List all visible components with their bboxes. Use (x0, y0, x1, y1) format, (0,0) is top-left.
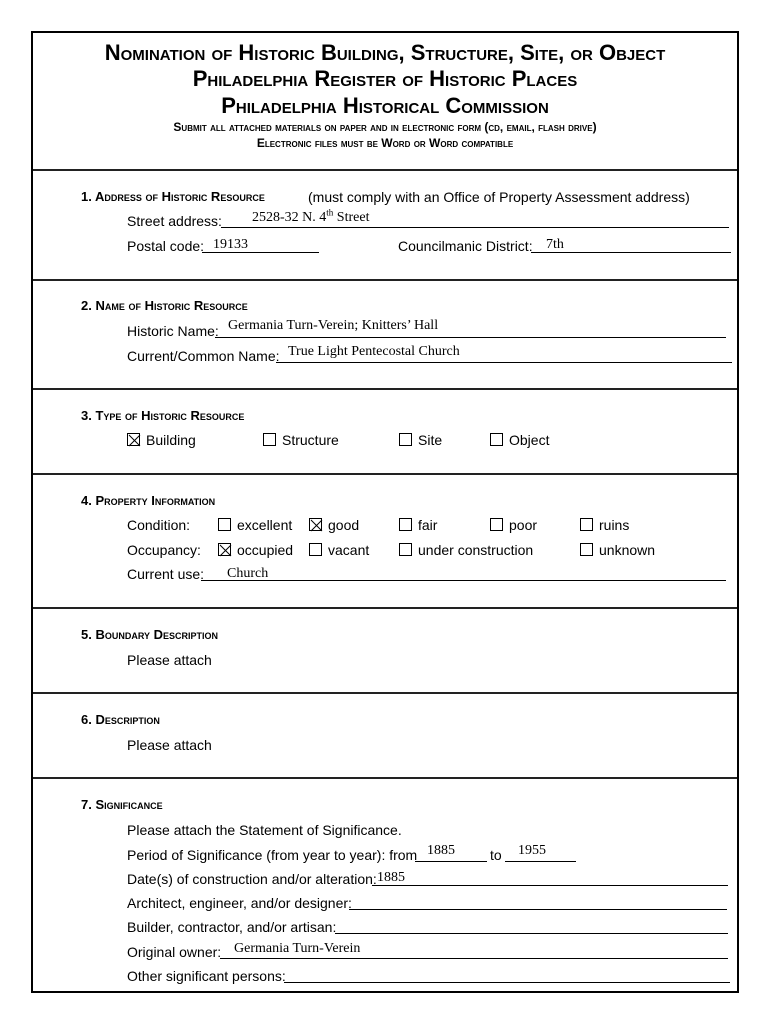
other-persons-line (284, 982, 730, 983)
current-use-line (201, 580, 726, 581)
original-owner-field[interactable]: Germania Turn-Verein (234, 941, 361, 956)
councilmanic-district-field[interactable]: 7th (546, 237, 564, 252)
section-divider (33, 692, 737, 694)
site-checkbox[interactable] (399, 433, 412, 446)
site-label: Site (418, 432, 443, 448)
historic-name-line (215, 337, 726, 338)
section-divider (33, 777, 737, 779)
construction-dates-field[interactable]: 1885 (377, 870, 405, 885)
councilmanic-district-label: Councilmanic District: (398, 238, 533, 254)
file-format-instruction: Electronic files must be Word or Word compatible (256, 136, 514, 150)
good-checkbox[interactable] (309, 518, 322, 531)
commission-title: Philadelphia Historical Commission (221, 93, 549, 118)
historic-name-label: Historic Name: (127, 323, 219, 339)
architect-line (349, 909, 727, 910)
period-to-field[interactable]: 1955 (518, 843, 546, 858)
street-address-field[interactable]: 2528-32 N. 4th Street (252, 207, 370, 225)
construction-dates-line (372, 885, 728, 886)
period-from-line (415, 861, 487, 862)
description-instruction: Please attach (127, 737, 212, 753)
common-name-field[interactable]: True Light Pentecostal Church (288, 344, 460, 359)
fair-label: fair (418, 517, 438, 533)
good-label: good (328, 517, 360, 533)
unknown-checkbox[interactable] (580, 543, 593, 556)
current-use-field[interactable]: Church (227, 566, 269, 581)
occupied-label: occupied (237, 542, 294, 558)
under-construction-checkbox[interactable] (399, 543, 412, 556)
unknown-label: unknown (599, 542, 656, 558)
section-divider (33, 279, 737, 281)
excellent-checkbox[interactable] (218, 518, 231, 531)
building-label: Building (146, 432, 196, 448)
section-divider (33, 607, 737, 609)
builder-line (335, 933, 728, 934)
builder-label: Builder, contractor, and/or artisan: (127, 919, 337, 935)
section-divider (33, 169, 737, 171)
section-divider (33, 473, 737, 475)
ruins-label: ruins (599, 517, 630, 533)
vacant-checkbox[interactable] (309, 543, 322, 556)
common-name-label: Current/Common Name: (127, 348, 280, 364)
condition-label: Condition: (127, 517, 191, 533)
original-owner-label: Original owner: (127, 944, 222, 960)
register-title: Philadelphia Register of Historic Places (192, 66, 578, 91)
historic-name-field[interactable]: Germania Turn-Verein; Knitters’ Hall (228, 318, 439, 333)
period-to-line (505, 861, 576, 862)
section-2-heading: 2. Name of Historic Resource (81, 298, 248, 313)
section-7-heading: 7. Significance (81, 797, 163, 812)
boundary-instruction: Please attach (127, 652, 212, 668)
postal-code-label: Postal code: (127, 238, 205, 254)
excellent-label: excellent (237, 517, 293, 533)
architect-label: Architect, engineer, and/or designer: (127, 895, 352, 911)
poor-label: poor (509, 517, 538, 533)
period-to-label: to (490, 847, 502, 863)
poor-checkbox[interactable] (490, 518, 503, 531)
form-title: Nomination of Historic Building, Structure, Site, or Object (104, 40, 666, 65)
common-name-line (276, 362, 732, 363)
section-3-heading: 3. Type of Historic Resource (81, 408, 245, 423)
structure-label: Structure (282, 432, 339, 448)
object-checkbox[interactable] (490, 433, 503, 446)
ruins-checkbox[interactable] (580, 518, 593, 531)
submission-instruction: Submit all attached materials on paper and in electronic form (cd, email, flash drive) (173, 120, 597, 134)
section-1-heading: 1. Address of Historic Resource (81, 189, 265, 204)
current-use-label: Current use: (127, 566, 205, 582)
fair-checkbox[interactable] (399, 518, 412, 531)
structure-checkbox[interactable] (263, 433, 276, 446)
period-label: Period of Significance (from year to year): from (127, 847, 418, 863)
building-checkbox[interactable] (127, 433, 140, 446)
original-owner-line (220, 958, 728, 959)
section-6-heading: 6. Description (81, 712, 160, 727)
other-persons-label: Other significant persons: (127, 968, 286, 984)
street-address-line (221, 227, 729, 228)
section-divider (33, 388, 737, 390)
occupied-checkbox[interactable] (218, 543, 231, 556)
section-4-heading: 4. Property Information (81, 493, 216, 508)
occupancy-label: Occupancy: (127, 542, 201, 558)
object-label: Object (509, 432, 550, 448)
construction-dates-label: Date(s) of construction and/or alteration: (127, 871, 377, 887)
under-construction-label: under construction (418, 542, 534, 558)
vacant-label: vacant (328, 542, 370, 558)
section-5-heading: 5. Boundary Description (81, 627, 219, 642)
street-address-label: Street address: (127, 213, 222, 229)
address-note: (must comply with an Office of Property Assessment address) (308, 189, 690, 205)
postal-code-field[interactable]: 19133 (213, 237, 248, 252)
period-from-field[interactable]: 1885 (427, 843, 455, 858)
significance-instruction: Please attach the Statement of Significance. (127, 822, 402, 838)
